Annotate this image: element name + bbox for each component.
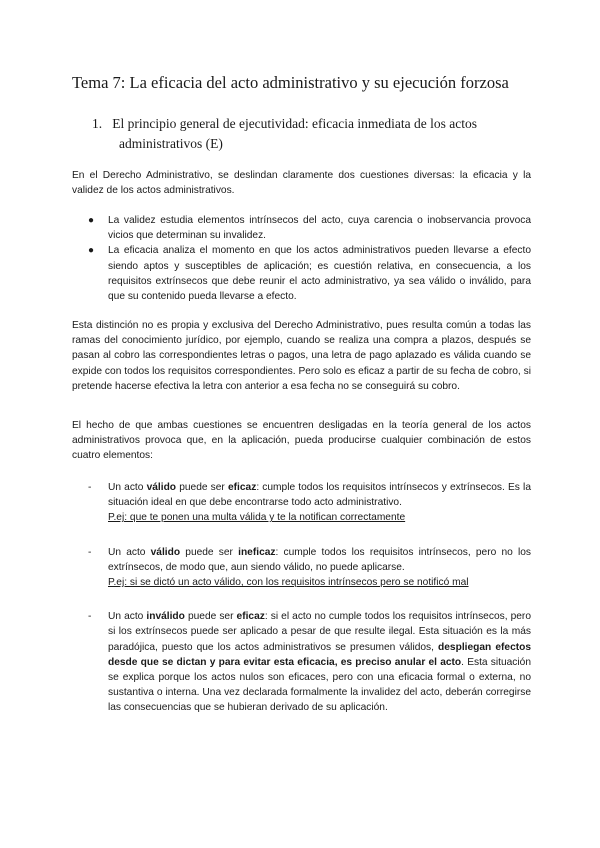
bullet-list — [72, 213, 531, 304]
bullet-text: La validez estudia elementos intrínsecos del acto, cuya carencia o inobservancia provoca vicios que determinan su invalidez. — [108, 215, 531, 242]
case-text: Un acto inválido puede ser eficaz: si el acto no cumple todos los requisitos intrínsecos, pero si los extrínsecos puede ser aplicado a pesar de que resulte ilegal. Esta situación es la más paradójica, puesto que los actos administrativos se presumen válidos, despliegan efectos desde que se dictan y para evitar esta eficacia, es preciso anular el acto. Esta situación se explica porque los actos nulos son eficaces, pero con una eficacia formal o externa, no sustantiva o interna. Una vez declarada formalmente la invalidez del acto, deberán corregirse las consecuencias que se hubieran derivado de su aplicación. — [108, 611, 532, 714]
list-item — [72, 609, 531, 715]
section-number: 1. — [92, 116, 103, 131]
list-item — [72, 243, 531, 304]
dash-icon: - — [88, 482, 92, 493]
bullet-icon: ● — [88, 245, 95, 257]
combinations-paragraph: El hecho de que ambas cuestiones se encuentren desligadas en la teoría general de los actos administrativos provoca que, en la aplicación, pueda producirse cualquier combinación de estos cuatro elementos: — [72, 420, 531, 462]
list-item — [72, 480, 531, 526]
case-text: Un acto válido puede ser ineficaz: cumple todos los requisitos intrínsecos, pero no los extrínsecos, de modo que, aun siendo válido, no puede aplicarse. — [108, 546, 531, 573]
intro-paragraph: En el Derecho Administrativo, se deslindan claramente dos cuestiones diversas: la eficacia y la validez de los actos administrativos. — [72, 170, 531, 197]
case-example: P.ej: si se dictó un acto válido, con los requisitos intrínsecos pero se notificó mal — [108, 577, 469, 589]
case-example: P.ej: que te ponen una multa válida y te la notifican correctamente — [108, 512, 406, 524]
list-item — [72, 213, 531, 243]
example-paragraph: Esta distinción no es propia y exclusiva del Derecho Administrativo, pues resulta común a todas las ramas del conocimiento jurídico, por ejemplo, cuando se realiza una compra a plazos, después se pasan al cobro las correspondientes letras o pagos, una letra de pago aplazado es válida cuando se expide con todos los requisitos correspondientes. Pero solo es eficaz a partir de su fecha de cobro, si pretende hacerse efectiva la letra con anterior a esa fecha no se conseguirá su cobro. — [72, 320, 531, 392]
case-list — [72, 480, 531, 735]
dash-icon: - — [88, 546, 92, 558]
section-heading — [92, 114, 549, 154]
page-title: Tema 7: La eficacia del acto administrativo y su ejecución forzosa — [72, 73, 509, 92]
case-text: Un acto válido puede ser eficaz: cumple todos los requisitos intrínsecos y extrínsecos. Es la situación ideal en que debe encontrarse todo acto administrativo. — [108, 482, 531, 509]
dash-icon: - — [88, 611, 92, 623]
list-item — [72, 545, 531, 591]
section-heading-text: El principio general de ejecutividad: eficacia inmediata de los actos administrativos (E) — [112, 116, 477, 151]
bullet-icon: ● — [88, 215, 95, 226]
bullet-text: La eficacia analiza el momento en que los actos administrativos pueden llevarse a efecto siendo aptos y susceptibles de aplicación; es cuestión relativa, en consecuencia, a los requisitos extrínsecos que debe reunir el acto administrativo, ya sea válido o inválido, para que su contenido pueda llevarse a efecto. — [108, 245, 531, 303]
